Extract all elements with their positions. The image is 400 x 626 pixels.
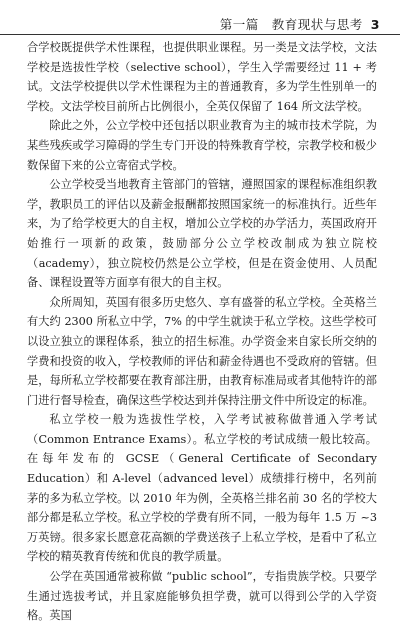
paragraph: 除此之外，公立学校中还包括以职业教育为主的城市技术学院，为某些残疾或学习障碍的学生专门开设的特殊教育学校，宗教学校和极少数保留下来的公立寄宿式学校。 [27,119,377,172]
paragraph: 私立学校一般为选拔性学校，入学考试被称做普通入学考试（Common Entrance Exams）。私立学校的考试成绩一般比较高。在每年发布的 GCSE（General Certificate of Secondary Education）和 A-level（advanced level）成绩排行榜中，名列前茅的多为私立学校。以 2010 年为例，全英格兰排名前 30 名的学校大部分都是私立学校。私立学校的学费有所不同，一般为每年 1.5 万 ~3 万英镑。很多家长愿意花高额的学费送孩子上私立学校，是看中了私立学校的精英教育传统和优良的教学质量。 [27,413,377,564]
page-number: 3 [370,17,380,32]
paragraph: 公立学校受当地教育主管部门的管辖，遵照国家的课程标准组织教学，教职员工的评估以及薪金报酬都按照国家统一的标准执行。近些年来，为了给学校更大的自主权，增加公立学校的办学活力，英国政府开始推行一项新的政策，鼓励部分公立学校改制成为独立院校（academy），独立院校仍然是公立学校，但是在资金使用、人员配备、课程设置等方面享有很大的自主权。 [27,178,377,290]
header-title [220,15,380,33]
paragraph: 众所周知，英国有很多历史悠久、享有盛誉的私立学校。全英格兰有大约 2300 所私立中学，7% 的中学生就读于私立学校。这些学校可以设立独立的课程体系，独立的招生标准。办学资金来自家长所交纳的学费和投资的收入，学校教师的评估和薪金待遇也不受政府的管辖。但是，每所私立学校都要在教育部注册，由教育标准局或者其他特许的部门进行督导检查，确保这些学校达到并保持注册文件中所设定的标准。 [27,295,377,407]
paragraph: 合学校既提供学术性课程，也提供职业课程。另一类是文法学校，文法学校是选拔性学校（selective school），学生入学需要经过 11 + 考试。文法学校提供以学术性课程为主的普通教育，多为学生性别单一的学校。文法学校目前所占比例很小，全英仅保留了 164 所文法学校。 [27,41,377,113]
paragraph: 公学在英国通常被称做 “public school”，专指贵族学校。只要学生通过选拔考试，并且家庭能够负担学费，就可以得到公学的入学资格。英国 [27,570,377,623]
running-header [0,0,400,34]
header-rule [0,34,400,35]
section-title: 第一篇 教育现状与思考 [219,17,363,32]
body-text [27,38,377,623]
